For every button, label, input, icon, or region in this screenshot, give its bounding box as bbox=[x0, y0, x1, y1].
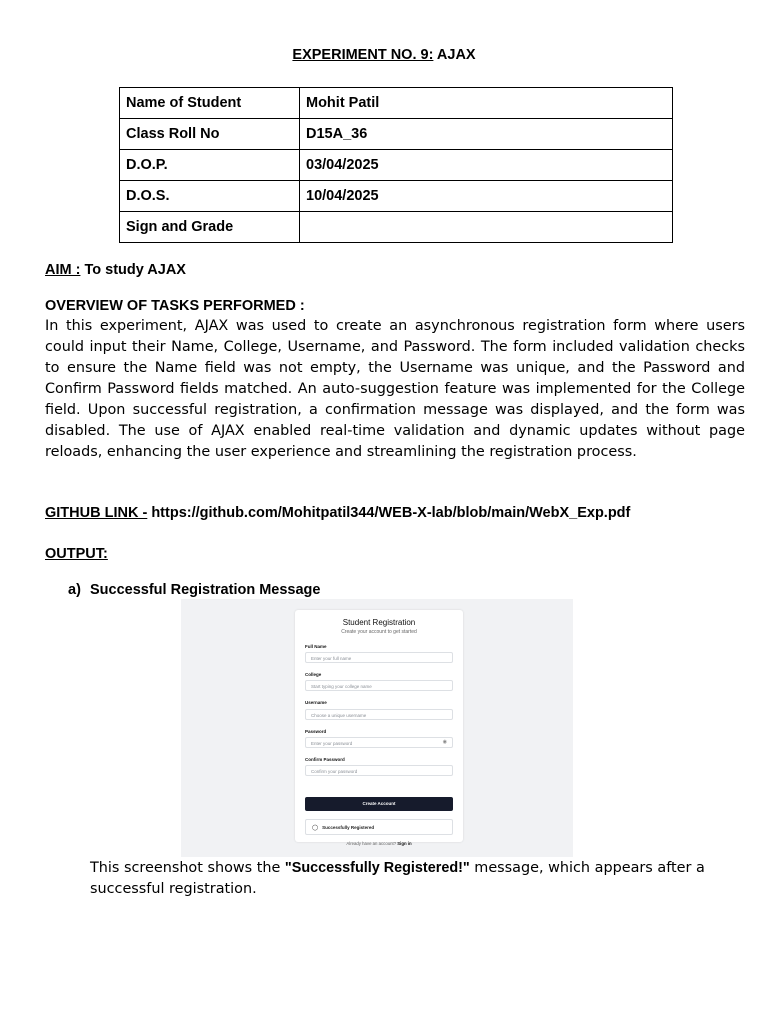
overview-paragraph: In this experiment, AJAX was used to create an asynchronous registration form where users could input their Name, College, Username, and Password. The form included validation checks to ensure the Name field was not empty, the Username was unique, and the Password and Confirm Password fields matched. An auto-suggestion feature was implemented for the College field. Upon successful registration, a confirmation message was displayed, and the form was disabled. The use of AJAX enabled real-time validation and dynamic updates without page reloads, enhancing the user experience and streamlining the registration process. bbox=[45, 318, 745, 460]
form-subtitle: Create your account to get started bbox=[341, 629, 417, 635]
full-name-input[interactable]: Enter your full name bbox=[305, 652, 453, 663]
table-cell-value: D15A_36 bbox=[300, 119, 673, 150]
github-section bbox=[45, 505, 630, 521]
student-info-table bbox=[119, 87, 673, 243]
output-heading: OUTPUT: bbox=[45, 546, 108, 562]
check-circle-icon: ◯ bbox=[312, 825, 319, 831]
username-input[interactable]: Choose a unique username bbox=[305, 709, 453, 720]
table-cell-value: 10/04/2025 bbox=[300, 181, 673, 212]
form-title: Student Registration bbox=[342, 618, 416, 627]
github-label: GITHUB LINK - bbox=[45, 505, 148, 521]
caption-bold: "Successfully Registered!" bbox=[284, 860, 470, 876]
document-title bbox=[0, 47, 768, 63]
table-cell-label: D.O.S. bbox=[120, 181, 300, 212]
subsection-title: Successful Registration Message bbox=[90, 582, 321, 598]
full-name-label: Full Name bbox=[305, 644, 327, 649]
success-message-text: Successfully Registered bbox=[322, 825, 375, 830]
table-cell-label: Name of Student bbox=[120, 88, 300, 119]
table-cell-label: Class Roll No bbox=[120, 119, 300, 150]
confirm-password-label: Confirm Password bbox=[305, 757, 345, 762]
confirm-password-input[interactable]: Confirm your password bbox=[305, 765, 453, 776]
aim-section bbox=[45, 262, 186, 278]
aim-text: To study AJAX bbox=[84, 262, 186, 278]
table-row bbox=[120, 212, 673, 243]
table-row bbox=[120, 88, 673, 119]
aim-label: AIM : bbox=[45, 262, 81, 278]
title-topic: AJAX bbox=[436, 47, 476, 63]
table-row bbox=[120, 181, 673, 212]
college-label: College bbox=[305, 672, 322, 677]
sign-in-prompt bbox=[295, 841, 463, 846]
eye-icon[interactable]: ◉ bbox=[442, 739, 447, 745]
table-row bbox=[120, 150, 673, 181]
subsection-heading bbox=[68, 582, 320, 598]
success-message bbox=[305, 819, 453, 835]
table-cell-value bbox=[300, 212, 673, 243]
registration-screenshot bbox=[181, 599, 573, 857]
create-account-button[interactable]: Create Account bbox=[305, 797, 453, 811]
password-label: Password bbox=[305, 729, 327, 734]
title-prefix: EXPERIMENT NO. 9: bbox=[292, 47, 434, 63]
github-link[interactable]: https://github.com/Mohitpatil344/WEB-X-lab/blob/main/WebX_Exp.pdf bbox=[151, 505, 631, 521]
table-cell-value: Mohit Patil bbox=[300, 88, 673, 119]
college-input[interactable]: Start typing your college name bbox=[305, 680, 453, 691]
caption-post: message, which appears after a successful registration. bbox=[90, 860, 705, 897]
password-input[interactable] bbox=[305, 737, 453, 748]
table-cell-label: Sign and Grade bbox=[120, 212, 300, 243]
screenshot-caption bbox=[90, 858, 750, 900]
registration-card bbox=[295, 610, 463, 846]
sign-in-link[interactable]: Sign in bbox=[397, 841, 412, 846]
table-row bbox=[120, 119, 673, 150]
username-label: Username bbox=[305, 700, 327, 705]
overview-heading: OVERVIEW OF TASKS PERFORMED : bbox=[45, 298, 305, 314]
password-placeholder: Enter your password bbox=[311, 741, 353, 746]
table-cell-value: 03/04/2025 bbox=[300, 150, 673, 181]
caption-pre: This screenshot shows the bbox=[90, 860, 285, 876]
table-cell-label: D.O.P. bbox=[120, 150, 300, 181]
subsection-marker: a) bbox=[68, 582, 81, 598]
sign-in-prompt-text: Already have an account? bbox=[346, 841, 397, 846]
